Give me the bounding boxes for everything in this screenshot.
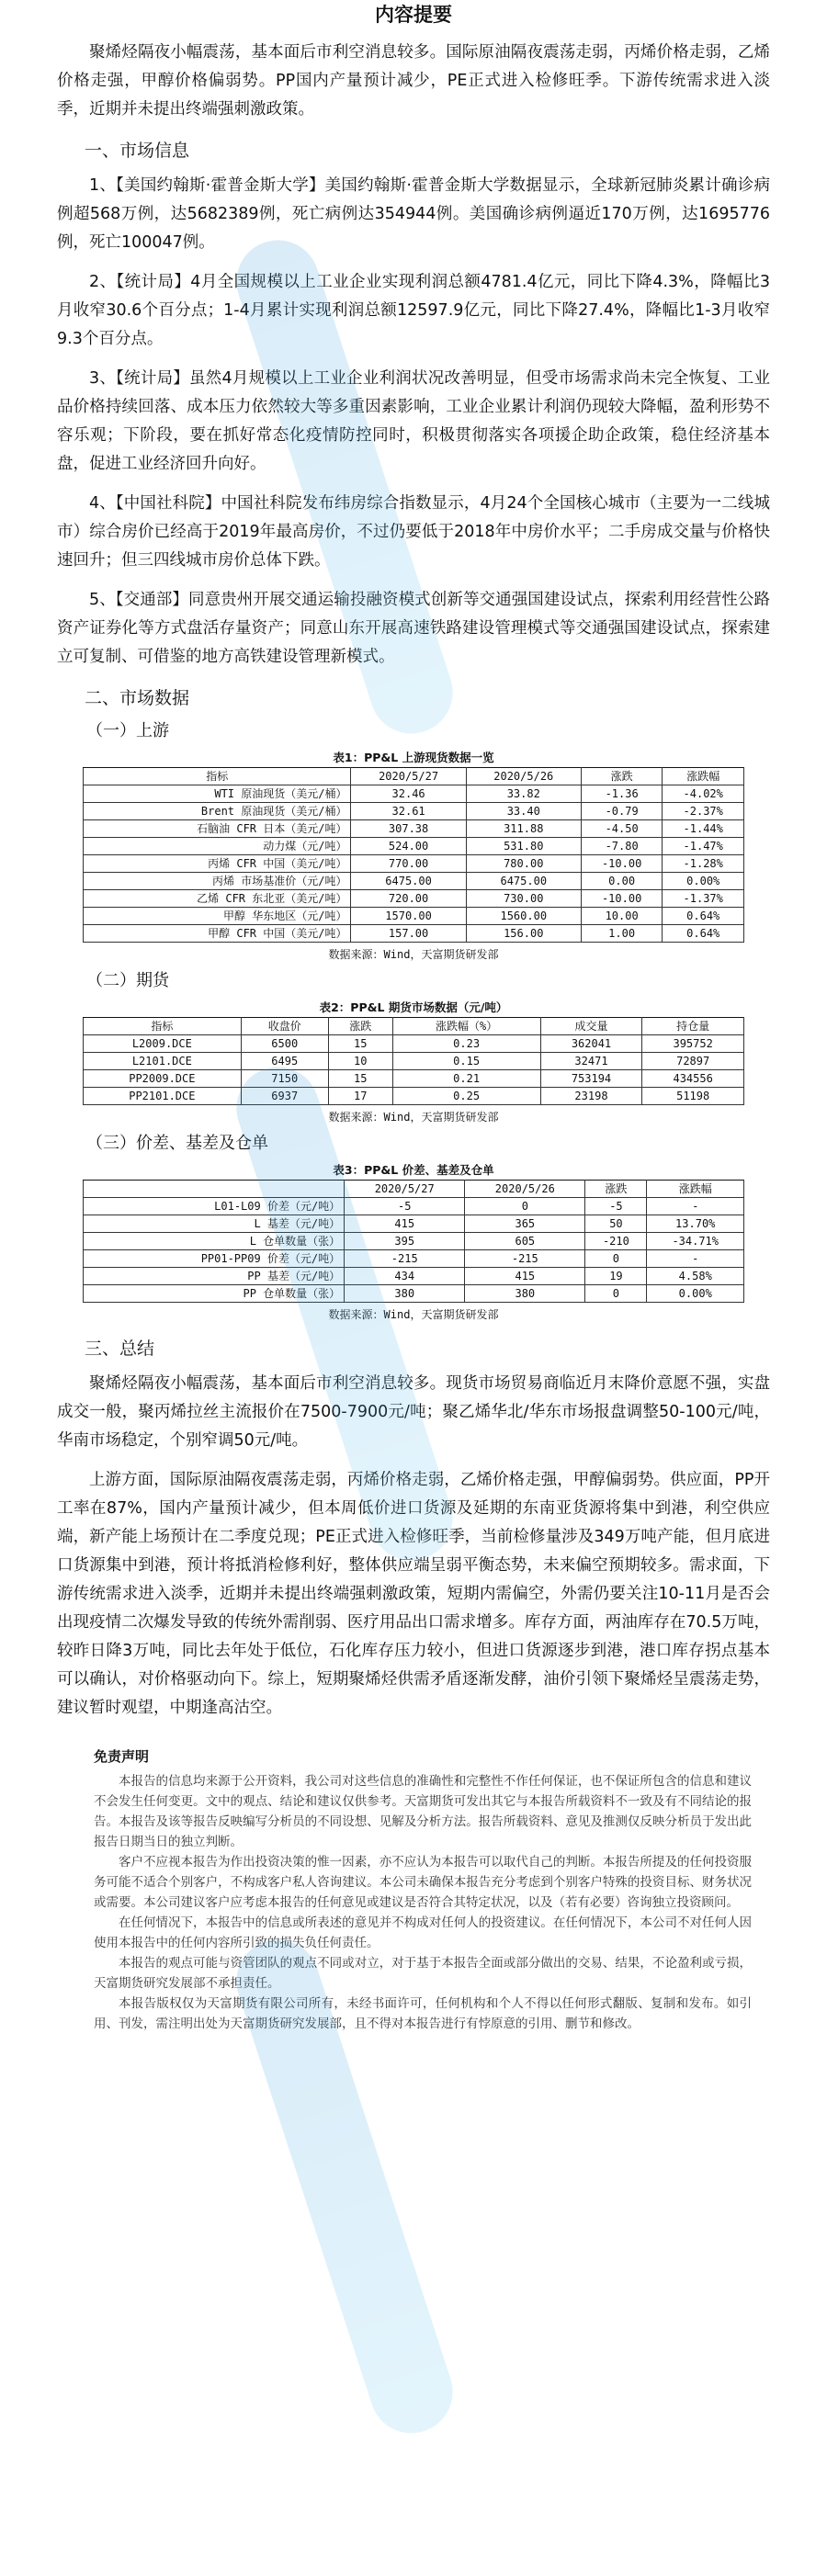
column-header: 涨跌 — [585, 1181, 647, 1198]
table-cell: 0.64% — [663, 908, 744, 925]
table-row — [84, 1198, 744, 1215]
subsection-spread: （三）价差、基差及仓单 — [86, 1134, 268, 1153]
table-cell: -4.02% — [663, 785, 744, 803]
table-cell: 丙烯 CFR 中国（美元/吨） — [84, 855, 351, 873]
table-row — [84, 803, 744, 820]
table-cell: 72897 — [642, 1053, 744, 1070]
table-cell: 415 — [465, 1268, 585, 1285]
table-cell: 乙烯 CFR 东北亚（美元/吨） — [84, 890, 351, 908]
table-cell: 434556 — [642, 1070, 744, 1088]
table2-caption: 表2：PP&L 期货市场数据（元/吨） — [319, 1000, 508, 1014]
table3-caption: 表3：PP&L 价差、基差及仓单 — [333, 1163, 494, 1177]
subsection-futures: （二）期货 — [86, 971, 169, 990]
table-cell: 780.00 — [466, 855, 581, 873]
column-header — [84, 1181, 345, 1198]
column-header: 2020/5/27 — [351, 768, 466, 785]
disclaimer-paragraph: 在任何情况下，本报告中的信息或所表述的意见并不构成对任何人的投资建议。在任何情况下，本公司不对任何人因使用本报告中的任何内容所引致的损失负任何责任。 — [94, 1915, 752, 1950]
table-cell: 434 — [345, 1268, 465, 1285]
intro-paragraph: 聚烯烃隔夜小幅震荡，基本面后市利空消息较多。国际原油隔夜震荡走弱，丙烯价格走弱，乙烯价格走强，甲醇价格偏弱势。PP国内产量预计减少，PE正式进入检修旺季。下游传统需求进入淡季，近期并未提出终端强刺激政策。 — [57, 43, 770, 119]
table-cell: Brent 原油现货（美元/桶） — [84, 803, 351, 820]
table-cell: 156.00 — [466, 925, 581, 943]
info-item: 1、【美国约翰斯·霍普金斯大学】美国约翰斯·霍普金斯大学数据显示，全球新冠肺炎累计确诊病例超568万例，达5682389例，死亡病例达354944例。美国确诊病例逼近170万例，达1695776例，死亡100047例。 — [57, 176, 770, 252]
table-cell: -215 — [345, 1250, 465, 1268]
disclaimer-paragraph: 客户不应视本报告为作出投资决策的惟一因素，亦不应认为本报告可以取代自己的判断。本报告所提及的任何投资服务可能不适合个别客户，不构成客户私人咨询建议。本公司未确保本报告充分考虑到个别客户特殊的投资目标、财务状况或需要。本公司建议客户应考虑本报告的任何意见或建议是否符合其特定状况，以及（若有必要）咨询独立投资顾问。 — [94, 1855, 752, 1910]
table-cell: 6500 — [241, 1035, 328, 1053]
upstream-table — [83, 767, 744, 943]
table-cell: -0.79 — [581, 803, 663, 820]
table-cell: PP 仓单数量（张） — [84, 1285, 345, 1303]
table-cell: 33.40 — [466, 803, 581, 820]
column-header: 涨跌幅 — [647, 1181, 744, 1198]
table-cell: - — [647, 1198, 744, 1215]
table-cell: -215 — [465, 1250, 585, 1268]
table-row — [84, 1285, 744, 1303]
table1-caption: 表1：PP&L 上游现货数据一览 — [333, 751, 494, 764]
table1-source: 数据来源：Wind，天富期货研发部 — [328, 948, 499, 961]
table-cell: PP01-PP09 价差（元/吨） — [84, 1250, 345, 1268]
table-cell: -210 — [585, 1233, 647, 1250]
column-header: 成交量 — [540, 1018, 642, 1035]
table-row — [84, 1088, 744, 1105]
column-header: 持仓量 — [642, 1018, 744, 1035]
summary-paragraph: 上游方面，国际原油隔夜震荡走弱，丙烯价格走弱，乙烯价格走强，甲醇偏弱势。供应面，PP开工率在87%，国内产量预计减少，但本周低价进口货源及延期的东南亚货源将集中到港，利空供应端，新产能上场预计在二季度兑现；PE正式进入检修旺季，当前检修量涉及349万吨产能，但月底进口货源集中到港，预计将抵消检修利好，整体供应端呈弱平衡态势，未来偏空预期较多。需求面，下游传统需求进入淡季，近期并未提出终端强刺激政策，短期内需偏空，外需仍要关注10-11月是否会出现疫情二次爆发导致的传统外需削弱、医疗用品出口需求增多。库存方面，两油库存在70.5万吨，较昨日降3万吨，同比去年处于低位，石化库存压力较小，但进口货源逐步到港，港口库存拐点基本可以确认，对价格驱动向下。综上，短期聚烯烃供需矛盾逐渐发酵，油价引领下聚烯烃呈震荡走势，建议暂时观望，中期逢高沽空。 — [57, 1471, 770, 1717]
disclaimer-title: 免责声明 — [94, 1748, 150, 1765]
table-cell: -34.71% — [647, 1233, 744, 1250]
table-cell: -5 — [585, 1198, 647, 1215]
table-cell: 0 — [465, 1198, 585, 1215]
column-header: 涨跌 — [328, 1018, 392, 1035]
table-cell: PP2009.DCE — [84, 1070, 242, 1088]
table-cell: 730.00 — [466, 890, 581, 908]
section-heading-market-data: 二、市场数据 — [85, 688, 190, 708]
table-row — [84, 1053, 744, 1070]
table-cell: 395752 — [642, 1035, 744, 1053]
info-item: 2、【统计局】4月全国规模以上工业企业实现利润总额4781.4亿元，同比下降4.3%，降幅比3月收窄30.6个百分点；1-4月累计实现利润总额12597.9亿元，同比下降27.4%，降幅比1-3月收窄9.3个百分点。 — [57, 273, 770, 348]
table-cell: L 仓单数量（张） — [84, 1233, 345, 1250]
table-row — [84, 1035, 744, 1053]
table-cell: 33.82 — [466, 785, 581, 803]
table-cell: 0.21 — [392, 1070, 540, 1088]
table-cell: 365 — [465, 1215, 585, 1233]
table-cell: 17 — [328, 1088, 392, 1105]
table-row — [84, 838, 744, 855]
table-cell: 32.46 — [351, 785, 466, 803]
table-cell: 1560.00 — [466, 908, 581, 925]
table-cell: 6475.00 — [351, 873, 466, 890]
table-cell: 10 — [328, 1053, 392, 1070]
table-cell: PP 基差（元/吨） — [84, 1268, 345, 1285]
column-header: 涨跌 — [581, 768, 663, 785]
table-row — [84, 855, 744, 873]
table-cell: 524.00 — [351, 838, 466, 855]
table-row — [84, 1070, 744, 1088]
column-header: 2020/5/26 — [466, 768, 581, 785]
disclaimer-paragraph: 本报告的信息均来源于公开资料，我公司对这些信息的准确性和完整性不作任何保证，也不保证所包含的信息和建议不会发生任何变更。文中的观点、结论和建议仅供参考。天富期货可发出其它与本报告所载资料不一致及有不同结论的报告。本报告及该等报告反映编写分析员的不同设想、见解及分析方法。报告所载资料、意见及推测仅反映分析员于发出此报告日期当日的独立判断。 — [94, 1774, 752, 1849]
table-cell: 丙烯 市场基准价（元/吨） — [84, 873, 351, 890]
column-header: 涨跌幅（%） — [392, 1018, 540, 1035]
table-row — [84, 1250, 744, 1268]
table-row — [84, 908, 744, 925]
table-cell: 720.00 — [351, 890, 466, 908]
page-title: 内容提要 — [375, 4, 452, 26]
table-cell: 311.88 — [466, 820, 581, 838]
table-cell: 石脑油 CFR 日本（美元/吨） — [84, 820, 351, 838]
info-item: 5、【交通部】同意贵州开展交通运输投融资模式创新等交通强国建设试点，探索利用经营性公路资产证券化等方式盘活存量资产；同意山东开展高速铁路建设管理模式等交通强国建设试点，探索建立可复制、可借鉴的地方高铁建设管理新模式。 — [57, 591, 770, 666]
table-cell: 6495 — [241, 1053, 328, 1070]
table-row — [84, 873, 744, 890]
table-cell: 157.00 — [351, 925, 466, 943]
table-cell: -10.00 — [581, 890, 663, 908]
table-cell: 0.15 — [392, 1053, 540, 1070]
table-cell: 32.61 — [351, 803, 466, 820]
table-cell: -1.28% — [663, 855, 744, 873]
column-header: 2020/5/27 — [345, 1181, 465, 1198]
table-row — [84, 1268, 744, 1285]
table-cell: 7150 — [241, 1070, 328, 1088]
table-cell: 0.64% — [663, 925, 744, 943]
table-cell: -5 — [345, 1198, 465, 1215]
table-cell: L 基差（元/吨） — [84, 1215, 345, 1233]
table-cell: 50 — [585, 1215, 647, 1233]
table-cell: -2.37% — [663, 803, 744, 820]
table-cell: PP2101.DCE — [84, 1088, 242, 1105]
table-cell: 753194 — [540, 1070, 642, 1088]
table-cell: 13.70% — [647, 1215, 744, 1233]
table-cell: -1.36 — [581, 785, 663, 803]
table-cell: L2101.DCE — [84, 1053, 242, 1070]
table-cell: 动力煤（元/吨） — [84, 838, 351, 855]
table-row — [84, 820, 744, 838]
section-heading-summary: 三、总结 — [85, 1339, 155, 1359]
table-cell: 6937 — [241, 1088, 328, 1105]
column-header: 2020/5/26 — [465, 1181, 585, 1198]
table-cell: 23198 — [540, 1088, 642, 1105]
table-cell: 770.00 — [351, 855, 466, 873]
table-cell: 6475.00 — [466, 873, 581, 890]
table-cell: 307.38 — [351, 820, 466, 838]
table-row — [84, 1233, 744, 1250]
table-cell: 0.00 — [581, 873, 663, 890]
spread-table — [83, 1180, 744, 1303]
section-heading-market-info: 一、市场信息 — [85, 141, 190, 161]
table-cell: 395 — [345, 1233, 465, 1250]
column-header: 指标 — [84, 768, 351, 785]
table-cell: 1.00 — [581, 925, 663, 943]
table-cell: 19 — [585, 1268, 647, 1285]
table-cell: 32471 — [540, 1053, 642, 1070]
table-cell: 0.23 — [392, 1035, 540, 1053]
table-cell: -1.47% — [663, 838, 744, 855]
disclaimer-paragraph: 本报告的观点可能与资管团队的观点不同或对立，对于基于本报告全面或部分做出的交易、结果，不论盈利或亏损，天富期货研究发展部不承担责任。 — [94, 1956, 752, 1991]
table-cell: 4.58% — [647, 1268, 744, 1285]
futures-table — [83, 1017, 744, 1105]
table-cell: WTI 原油现货（美元/桶） — [84, 785, 351, 803]
table-cell: -1.44% — [663, 820, 744, 838]
table-cell: 15 — [328, 1070, 392, 1088]
table-cell: 380 — [345, 1285, 465, 1303]
table-cell: L01-L09 价差（元/吨） — [84, 1198, 345, 1215]
column-header: 涨跌幅 — [663, 768, 744, 785]
summary-paragraph: 聚烯烃隔夜小幅震荡，基本面后市利空消息较多。现货市场贸易商临近月末降价意愿不强，实盘成交一般，聚丙烯拉丝主流报价在7500-7900元/吨；聚乙烯华北/华东市场报盘调整50-100元/吨，华南市场稳定，个别窄调50元/吨。 — [57, 1374, 770, 1450]
table-cell: 531.80 — [466, 838, 581, 855]
table-cell: 甲醇 华东地区（元/吨） — [84, 908, 351, 925]
table-row — [84, 890, 744, 908]
table-row — [84, 785, 744, 803]
table-cell: 0.00% — [647, 1285, 744, 1303]
table-cell: -4.50 — [581, 820, 663, 838]
table-cell: 10.00 — [581, 908, 663, 925]
table-cell: -10.00 — [581, 855, 663, 873]
table-row — [84, 925, 744, 943]
table-cell: 0.00% — [663, 873, 744, 890]
table-cell: - — [647, 1250, 744, 1268]
column-header: 指标 — [84, 1018, 242, 1035]
disclaimer-paragraph: 本报告版权仅为天富期货有限公司所有，未经书面许可，任何机构和个人不得以任何形式翻版、复制和发布。如引用、刊发，需注明出处为天富期货研究发展部，且不得对本报告进行有悖原意的引用、删节和修改。 — [94, 1996, 752, 2031]
table-cell: 51198 — [642, 1088, 744, 1105]
column-header: 收盘价 — [241, 1018, 328, 1035]
table-cell: 甲醇 CFR 中国（美元/吨） — [84, 925, 351, 943]
table-cell: 0 — [585, 1285, 647, 1303]
table-cell: -7.80 — [581, 838, 663, 855]
table-cell: 0 — [585, 1250, 647, 1268]
disclaimer — [57, 1771, 770, 2034]
table-cell: -1.37% — [663, 890, 744, 908]
table-cell: 1570.00 — [351, 908, 466, 925]
table-cell: 380 — [465, 1285, 585, 1303]
table-cell: 415 — [345, 1215, 465, 1233]
table-cell: 15 — [328, 1035, 392, 1053]
table-cell: 605 — [465, 1233, 585, 1250]
subsection-upstream: （一）上游 — [86, 721, 169, 740]
table3-source: 数据来源：Wind，天富期货研发部 — [328, 1308, 499, 1321]
table-cell: 0.25 — [392, 1088, 540, 1105]
table-cell: 362041 — [540, 1035, 642, 1053]
info-item: 3、【统计局】虽然4月规模以上工业企业利润状况改善明显，但受市场需求尚未完全恢复、工业品价格持续回落、成本压力依然较大等多重因素影响，工业企业累计利润仍现较大降幅，盈利形势不容乐观；下阶段，要在抓好常态化疫情防控同时，积极贯彻落实各项援企助企政策，稳住经济基本盘，促进工业经济回升向好。 — [57, 369, 770, 473]
table2-source: 数据来源：Wind，天富期货研发部 — [328, 1111, 499, 1124]
table-row — [84, 1215, 744, 1233]
info-item: 4、【中国社科院】中国社科院发布纬房综合指数显示，4月24个全国核心城市（主要为一二线城市）综合房价已经高于2019年最高房价，不过仍要低于2018年中房价水平；二手房成交量与价格快速回升；但三四线城市房价总体下跌。 — [57, 494, 770, 570]
table-cell: L2009.DCE — [84, 1035, 242, 1053]
